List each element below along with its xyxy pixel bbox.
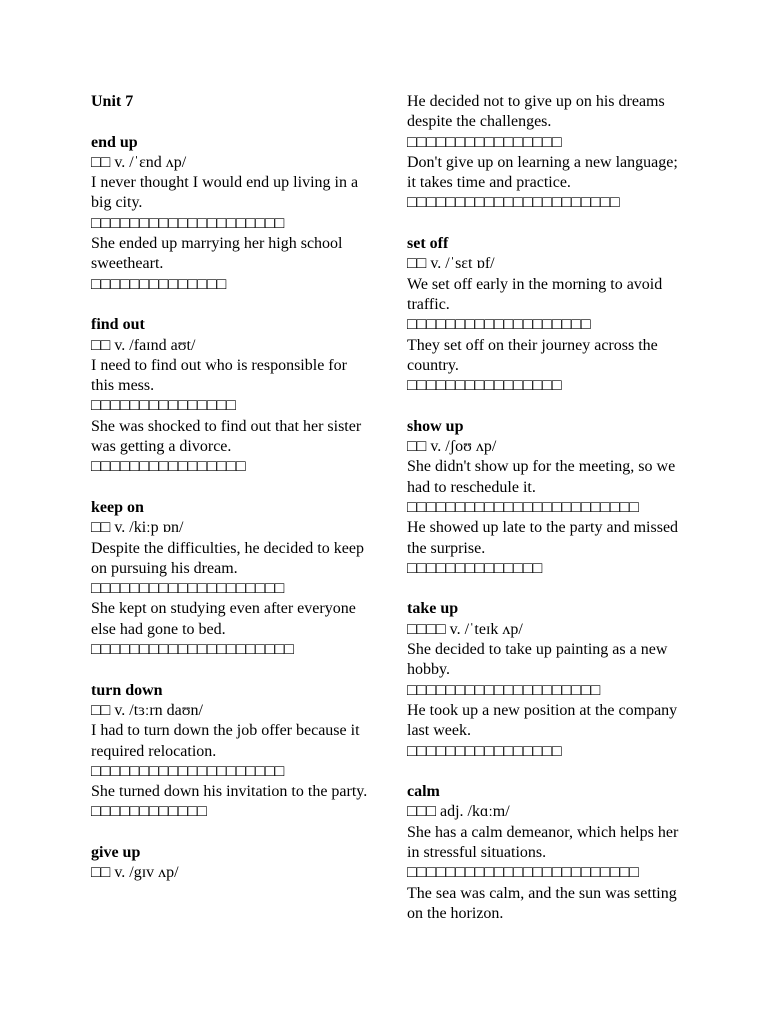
- example-translation: □□□□□□□□□□□□□□□□: [91, 458, 246, 476]
- example-sentence: We set off early in the morning to avoid traffic.: [407, 275, 663, 313]
- vocab-entry-end-up: [91, 133, 371, 295]
- example-sentence: She turned down his invitation to the party.: [91, 783, 368, 801]
- example-translation: □□□□□□□□□□□□□□: [407, 559, 543, 577]
- example-translation: □□□□□□□□□□□□: [91, 803, 207, 821]
- vocab-entry-set-off: [407, 234, 682, 396]
- unit-title: Unit 7: [91, 93, 134, 110]
- pronunciation: □□□ adj. /kɑːm/: [407, 803, 510, 821]
- example-sentence: She has a calm demeanor, which helps her in stressful situations.: [407, 823, 679, 861]
- pronunciation: □□ v. /faɪnd aʊt/: [91, 336, 196, 354]
- vocab-entry-give-up: [91, 843, 371, 884]
- example-translation: □□□□□□□□□□□□□□□□□□□: [407, 316, 591, 334]
- headword: take up: [407, 600, 459, 618]
- example-sentence: She kept on studying even after everyone else had gone to bed.: [91, 600, 356, 638]
- example-sentence: I had to turn down the job offer because it required relocation.: [91, 722, 360, 760]
- example-translation: □□□□□□□□□□□□□□□□: [407, 377, 562, 395]
- example-translation: □□□□□□□□□□□□□□□□□□□□: [91, 762, 285, 780]
- pronunciation: □□ v. /tɜːrn daʊn/: [91, 701, 203, 719]
- pronunciation: □□ v. /gɪv ʌp/: [91, 864, 179, 882]
- headword: end up: [91, 133, 138, 151]
- example-sentence: Don't give up on learning a new language; it takes time and practice.: [407, 153, 678, 192]
- pronunciation: □□ v. /kiːp ɒn/: [91, 519, 184, 537]
- pronunciation: □□□□ v. /ˈteɪk ʌp/: [407, 620, 523, 638]
- pronunciation: □□ v. /ˈsɛt ɒf/: [407, 255, 495, 273]
- example-sentence: She ended up marrying her high school sweetheart.: [91, 235, 343, 273]
- headword: set off: [407, 235, 449, 253]
- vocab-entry-find-out: [91, 315, 371, 477]
- example-sentence: She decided to take up painting as a new hobby.: [407, 641, 668, 679]
- example-translation: □□□□□□□□□□□□□□□□□□□□: [91, 580, 285, 598]
- example-translation: □□□□□□□□□□□□□□□□□□□□□□: [407, 194, 620, 212]
- example-translation: □□□□□□□□□□□□□□□□: [407, 133, 562, 151]
- vocab-entry-show-up: [407, 417, 682, 579]
- example-sentence: Despite the difficulties, he decided to keep on pursuing his dream.: [91, 539, 364, 577]
- example-sentence: They set off on their journey across the country.: [407, 336, 658, 374]
- example-translation: □□□□□□□□□□□□□□□□□□□□□□□□: [407, 864, 639, 882]
- vocab-entry-keep-on: [91, 498, 371, 660]
- example-sentence: She was shocked to find out that her sister was getting a divorce.: [91, 417, 362, 456]
- pronunciation: □□ v. /ˈɛnd ʌp/: [91, 153, 187, 171]
- example-sentence: He took up a new position at the company last week.: [407, 701, 678, 740]
- example-translation: □□□□□□□□□□□□□□□□□□□□: [91, 214, 285, 232]
- headword: keep on: [91, 498, 144, 516]
- example-translation: □□□□□□□□□□□□□□□□□□□□□: [91, 641, 294, 659]
- right-column: [407, 92, 682, 944]
- example-translation: □□□□□□□□□□□□□□□: [91, 397, 236, 415]
- example-sentence: He decided not to give up on his dreams despite the challenges.: [407, 93, 665, 131]
- example-sentence: She didn't show up for the meeting, so we had to reschedule it.: [407, 458, 676, 496]
- vocab-entry-give-up-continued: [407, 92, 682, 214]
- headword: calm: [407, 783, 440, 801]
- headword: turn down: [91, 681, 163, 699]
- example-sentence: I never thought I would end up living in a big city.: [91, 174, 359, 212]
- left-column: [91, 92, 371, 904]
- example-sentence: The sea was calm, and the sun was setting on the horizon.: [407, 884, 677, 922]
- example-translation: □□□□□□□□□□□□□□□□□□□□: [407, 681, 601, 699]
- vocab-entry-take-up: [407, 599, 682, 761]
- vocab-entry-calm: [407, 782, 682, 924]
- example-sentence: He showed up late to the party and missed the surprise.: [407, 519, 679, 557]
- example-sentence: I need to find out who is responsible for this mess.: [91, 356, 347, 395]
- headword: find out: [91, 316, 145, 334]
- example-translation: □□□□□□□□□□□□□□□□: [407, 742, 562, 760]
- pronunciation: □□ v. /ʃoʊ ʌp/: [407, 438, 497, 456]
- example-translation: □□□□□□□□□□□□□□: [91, 275, 227, 293]
- headword: show up: [407, 417, 464, 435]
- headword: give up: [91, 843, 141, 861]
- example-translation: □□□□□□□□□□□□□□□□□□□□□□□□: [407, 498, 639, 516]
- vocab-entry-turn-down: [91, 681, 371, 823]
